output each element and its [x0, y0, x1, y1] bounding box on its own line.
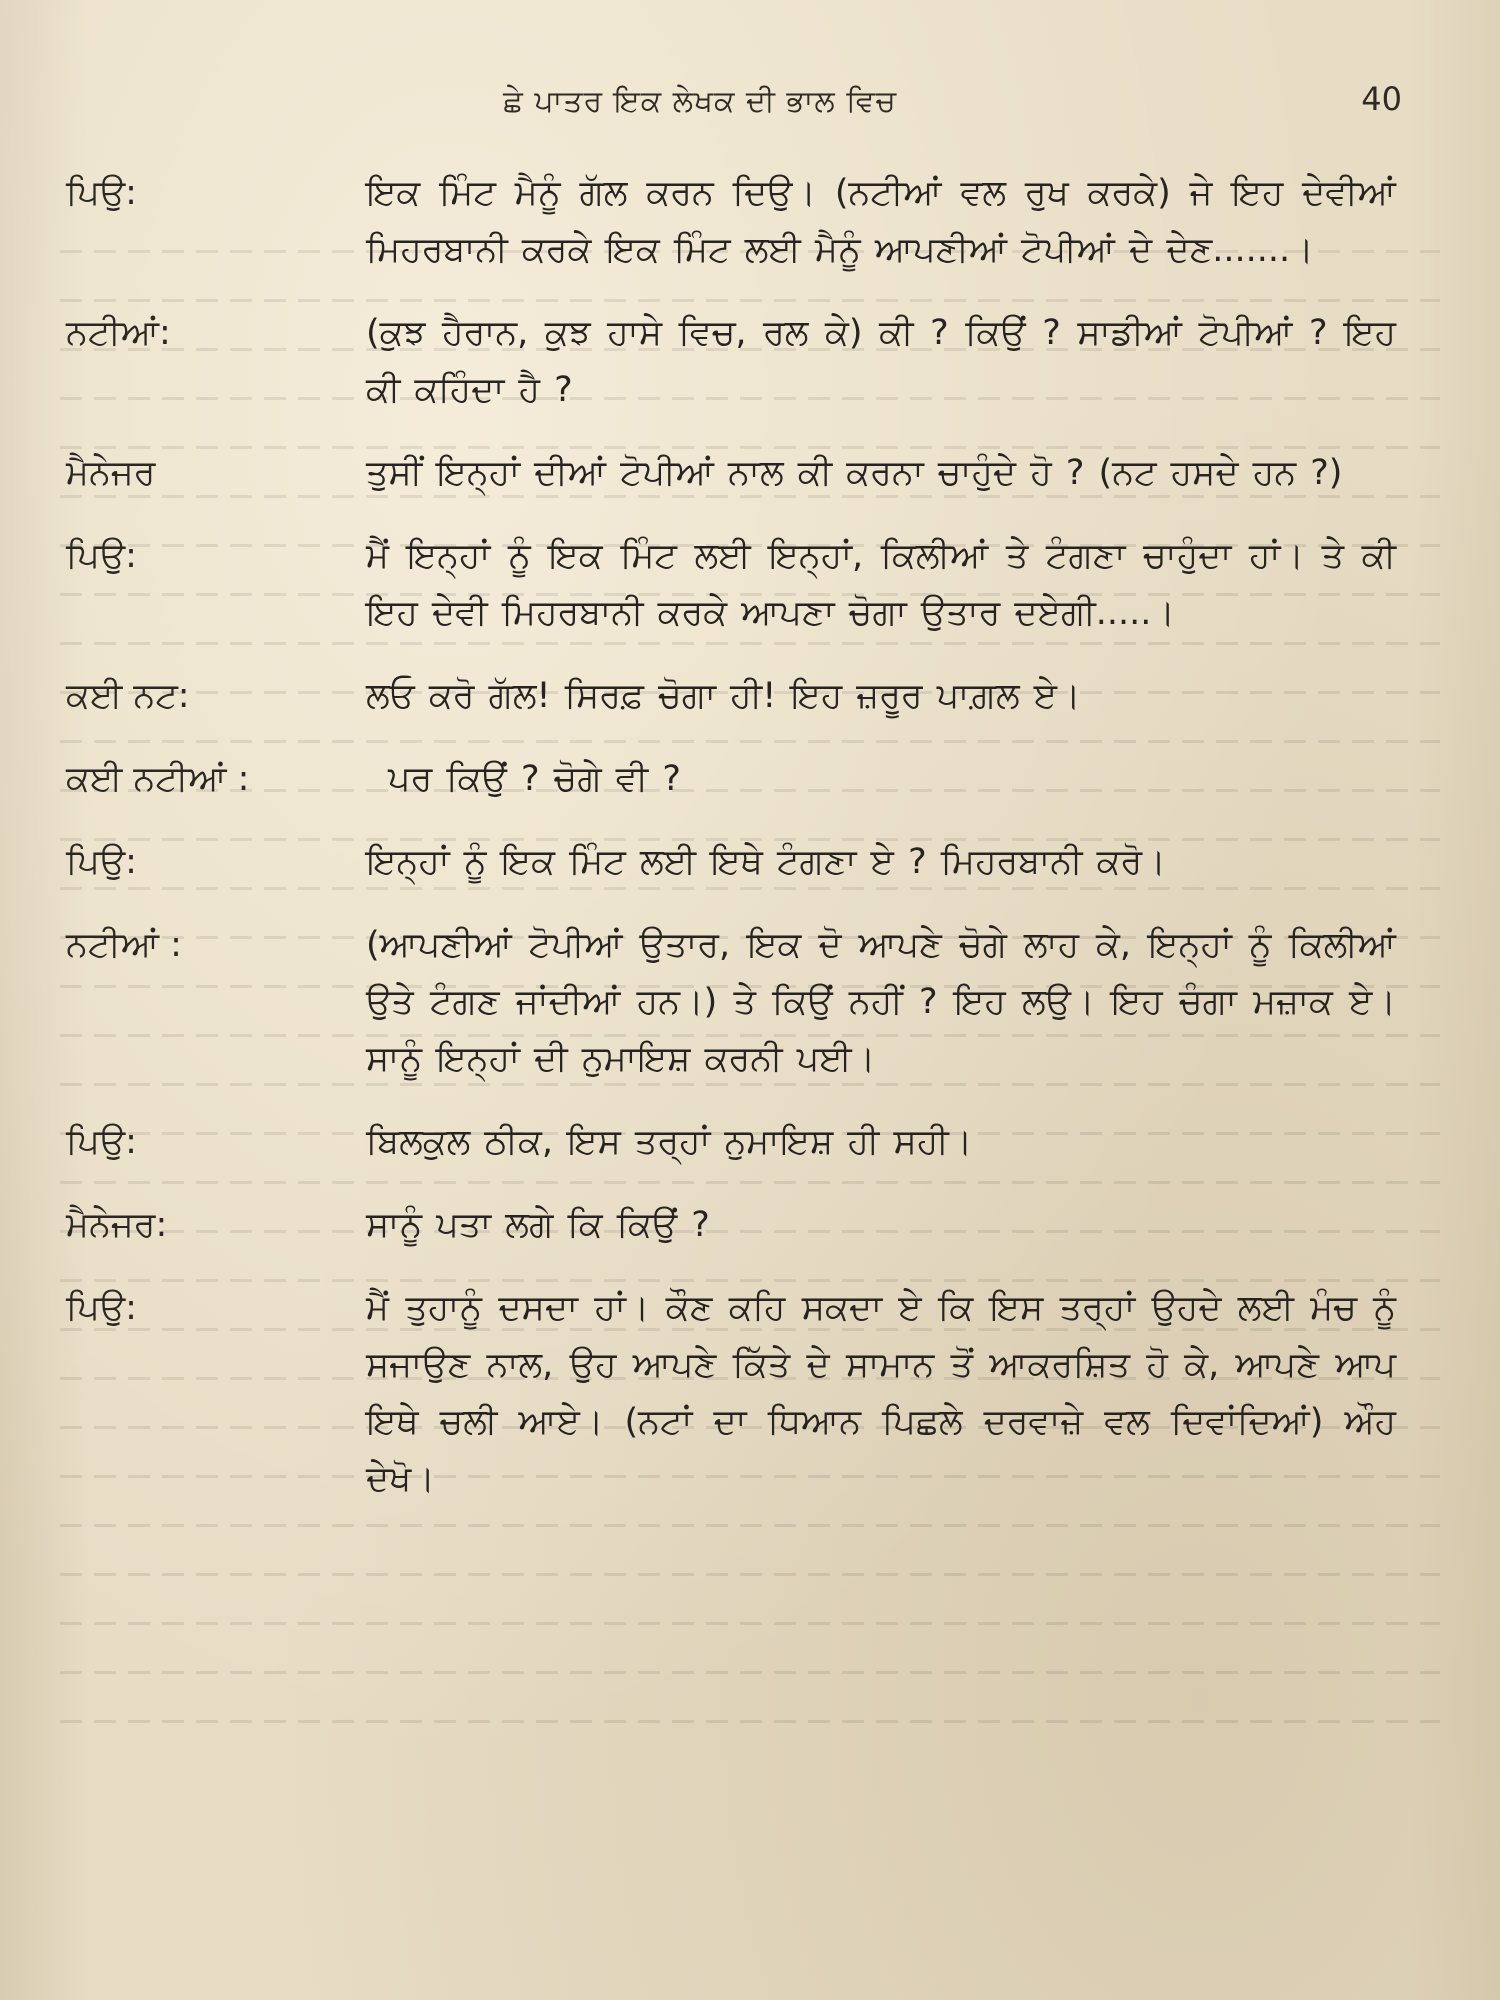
speaker-name: ਨਟੀਆਂ : [66, 925, 182, 965]
speech-text: (ਆਪਣੀਆਂ ਟੋਪੀਆਂ ਉਤਾਰ, ਇਕ ਦੋ ਆਪਣੇ ਚੋਗੇ ਲਾਹ ਕੇ, ਇਨ੍ਹਾਂ ਨੂੰ ਕਿਲੀਆਂ ਉਤੇ ਟੰਗਣ ਜਾਂਦੀਆਂ ਹਨ।) ਤੇ ਕਿਉਂ ਨਹੀਂ ? ਇਹ ਲਉ। ਇਹ ਚੰਗਾ ਮਜ਼ਾਕ ਏ। ਸਾਨੂੰ ਇਨ੍ਹਾਂ ਦੀ ਨੁਮਾਇਸ਼ ਕਰਨੀ ਪਈ। [366, 925, 1396, 1079]
speech-text: ਇਕ ਮਿੰਟ ਮੈਨੂੰ ਗੱਲ ਕਰਨ ਦਿਉ। (ਨਟੀਆਂ ਵਲ ਰੁਖ ਕਰਕੇ) ਜੇ ਇਹ ਦੇਵੀਆਂ ਮਿਹਰਬਾਨੀ ਕਰਕੇ ਇਕ ਮਿੰਟ ਲਈ ਮੈਨੂੰ ਆਪਣੀਆਂ ਟੋਪੀਆਂ ਦੇ ਦੇਣ.......। [366, 173, 1396, 270]
dialogue-entry [66, 834, 1396, 891]
dialogue-entry [66, 165, 1396, 279]
speaker-name: ਮੈਨੇਜਰ [66, 453, 156, 493]
speaker-name: ਪਿਉ: [66, 842, 137, 882]
dialogue-entry [66, 917, 1396, 1088]
speech-text: ਤੁਸੀਂ ਇਨ੍ਹਾਂ ਦੀਆਂ ਟੋਪੀਆਂ ਨਾਲ ਕੀ ਕਰਨਾ ਚਾਹੁੰਦੇ ਹੋ ? (ਨਟ ਹਸਦੇ ਹਨ ?) [366, 453, 1343, 493]
speaker-name: ਪਿਉ: [66, 1122, 137, 1162]
speech-text: ਇਨ੍ਹਾਂ ਨੂੰ ਇਕ ਮਿੰਟ ਲਈ ਇਥੇ ਟੰਗਣਾ ਏ ? ਮਿਹਰਬਾਨੀ ਕਰੋ। [366, 842, 1166, 882]
dialogue-entry [66, 668, 1396, 725]
speaker-name: ਨਟੀਆਂ: [66, 313, 171, 353]
speech-text: ਲਓ ਕਰੋ ਗੱਲ! ਸਿਰਫ਼ ਚੋਗਾ ਹੀ! ਇਹ ਜ਼ਰੂਰ ਪਾਗ਼ਲ ਏ। [366, 676, 1081, 716]
speech-text: ਸਾਨੂੰ ਪਤਾ ਲਗੇ ਕਿ ਕਿਉਂ ? [366, 1205, 710, 1245]
speech-text: ਮੈਂ ਤੁਹਾਨੂੰ ਦਸਦਾ ਹਾਂ। ਕੌਣ ਕਹਿ ਸਕਦਾ ਏ ਕਿ ਇਸ ਤਰ੍ਹਾਂ ਉਹਦੇ ਲਈ ਮੰਚ ਨੂੰ ਸਜਾਉਣ ਨਾਲ, ਉਹ ਆਪਣੇ ਕਿੱਤੇ ਦੇ ਸਾਮਾਨ ਤੋਂ ਆਕਰਸ਼ਿਤ ਹੋ ਕੇ, ਆਪਣੇ ਆਪ ਇਥੇ ਚਲੀ ਆਏ। (ਨਟਾਂ ਦਾ ਧਿਆਨ ਪਿਛਲੇ ਦਰਵਾਜ਼ੇ ਵਲ ਦਿਵਾਂਦਿਆਂ) ਔਹ ਦੇਖੋ। [366, 1288, 1396, 1499]
dialogue-entry [66, 445, 1396, 502]
speech-text: ਪਰ ਕਿਉਂ ? ਚੋਗੇ ਵੀ ? [388, 759, 681, 799]
dialogue-entry [66, 305, 1396, 419]
speech-text: ਬਿਲਕੁਲ ਠੀਕ, ਇਸ ਤਰ੍ਹਾਂ ਨੁਮਾਇਸ਼ ਹੀ ਸਹੀ। [366, 1122, 973, 1162]
speaker-name: ਪਿਉ: [66, 536, 137, 576]
page-number: 40 [1361, 80, 1402, 118]
speaker-name: ਕਈ ਨਟ: [66, 676, 190, 716]
dialogue-entry [66, 1280, 1396, 1508]
speaker-name: ਪਿਉ: [66, 1288, 137, 1328]
speech-text: (ਕੁਝ ਹੈਰਾਨ, ਕੁਝ ਹਾਸੇ ਵਿਚ, ਰਲ ਕੇ) ਕੀ ? ਕਿਉਂ ? ਸਾਡੀਆਂ ਟੋਪੀਆਂ ? ਇਹ ਕੀ ਕਹਿੰਦਾ ਹੈ ? [366, 313, 1396, 410]
running-head-title: ਛੇ ਪਾਤਰ ਇਕ ਲੇਖਕ ਦੀ ਭਾਲ ਵਿਚ [503, 84, 897, 119]
speaker-name: ਮੈਨੇਜਰ: [66, 1205, 168, 1245]
dialogue-entry [66, 751, 1396, 808]
dialogue-entry [66, 1197, 1396, 1254]
speaker-name: ਪਿਉ: [66, 173, 137, 213]
dialogue-entry [66, 528, 1396, 642]
speaker-name: ਕਈ ਨਟੀਆਂ : [66, 759, 250, 799]
dialogue-entry [66, 1114, 1396, 1171]
dialogue-block [66, 165, 1396, 1534]
speech-text: ਮੈਂ ਇਨ੍ਹਾਂ ਨੂੰ ਇਕ ਮਿੰਟ ਲਈ ਇਨ੍ਹਾਂ, ਕਿਲੀਆਂ ਤੇ ਟੰਗਣਾ ਚਾਹੁੰਦਾ ਹਾਂ। ਤੇ ਕੀ ਇਹ ਦੇਵੀ ਮਿਹਰਬਾਨੀ ਕਰਕੇ ਆਪਣਾ ਚੋਗਾ ਉਤਾਰ ਦਏਗੀ.....। [366, 536, 1396, 633]
